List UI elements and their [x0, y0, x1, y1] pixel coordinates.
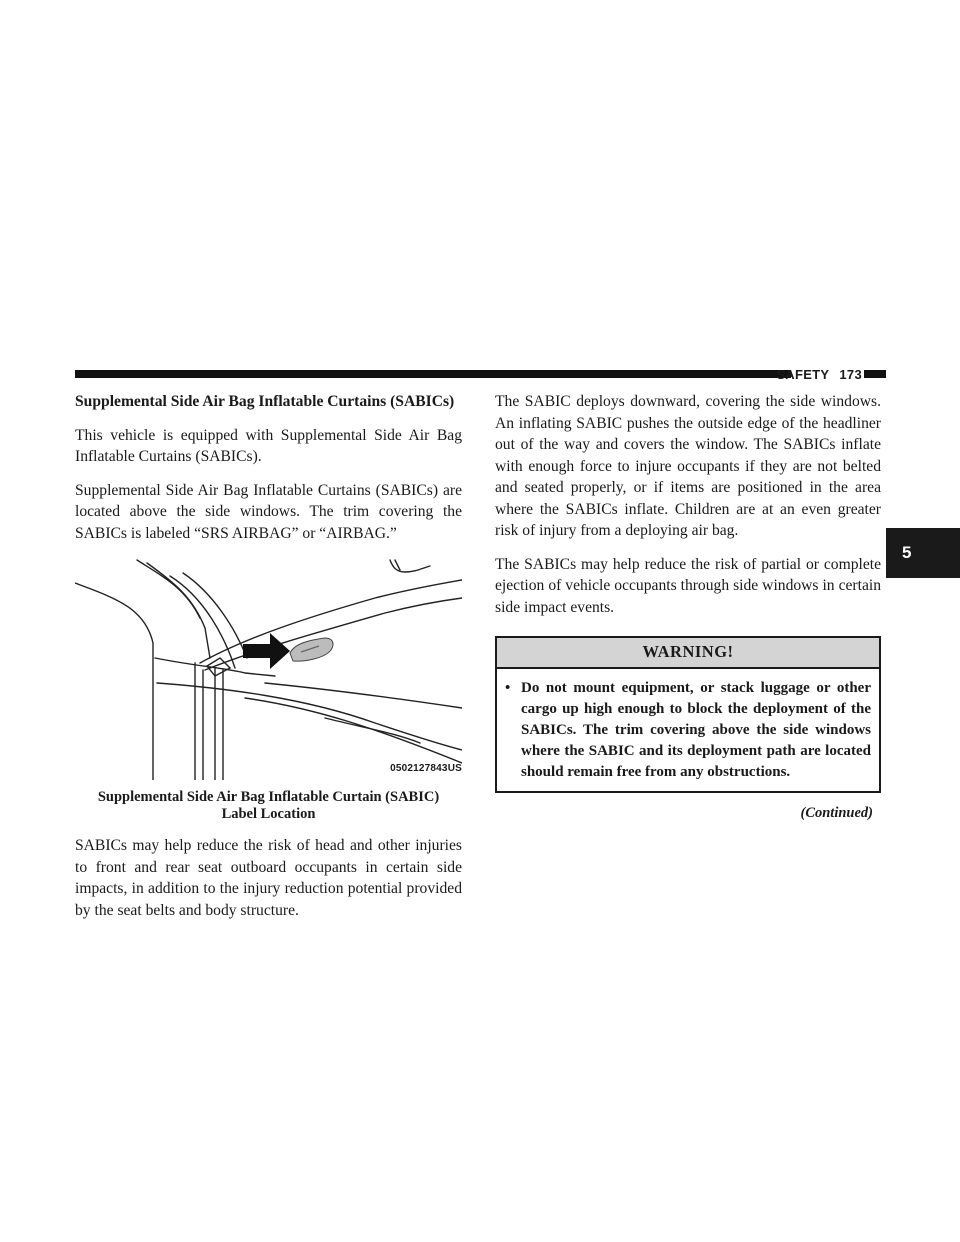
- chapter-tab: [886, 528, 960, 578]
- warning-item: [505, 678, 871, 783]
- page-number: 173: [839, 366, 862, 382]
- roof-edge-line: [137, 560, 200, 618]
- warning-box: [495, 636, 881, 793]
- figure-caption: [75, 789, 462, 823]
- injury-reduction-paragraph: SABICs may help reduce the risk of head and other injuries to front and rear seat outboard occupants in certain side impacts, in addition to the injury reduction potential provided by the seat belts and body structure.: [75, 837, 462, 919]
- location-paragraph: Supplemental Side Air Bag Inflatable Curtains (SABICs) are located above the side windows. The trim covering the SABICs is labeled “SRS AIRBAG” or “AIRBAG.”: [75, 481, 462, 542]
- section-title: SAFETY: [776, 366, 830, 382]
- section-heading: Supplemental Side Air Bag Inflatable Curtains (SABICs): [75, 393, 455, 410]
- warning-body: [497, 669, 879, 791]
- seat-outline: [75, 583, 153, 780]
- sabic-label-illustration: [75, 558, 462, 780]
- figure-code: 0502127843US: [390, 762, 462, 774]
- right-column: [495, 391, 881, 824]
- interior-line-drawing: [75, 558, 462, 780]
- warning-text: Do not mount equipment, or stack luggage or other cargo up high enough to block the deployment of the SABICs. The trim covering above the side windows where the SABIC and its deployment path are located should remain free from any obstructions.: [521, 679, 871, 780]
- left-column: [75, 391, 462, 933]
- warning-title: WARNING!: [497, 638, 879, 669]
- running-head: [776, 365, 862, 383]
- deployment-paragraph: The SABIC deploys downward, covering the side windows. An inflating SABIC pushes the outside edge of the headliner out of the way and covers the window. The SABICs inflate with enough force to injure occupants if they are not belted and seated properly, or if items are positioned in the area where the SABICs inflate. Children are at an even greater risk of injury from a deploying air bag.: [495, 393, 881, 539]
- continued-note: (Continued): [800, 804, 873, 821]
- bullet-icon: •: [505, 679, 511, 696]
- arrow-indicator: [243, 633, 290, 669]
- chapter-number: 5: [902, 543, 912, 562]
- ejection-paragraph: The SABICs may help reduce the risk of partial or complete ejection of vehicle occupants through side windows in certain side impact events.: [495, 555, 881, 616]
- caption-line: Supplemental Side Air Bag Inflatable Curtain (SABIC): [97, 789, 440, 805]
- intro-paragraph: This vehicle is equipped with Supplemental Side Air Bag Inflatable Curtains (SABICs).: [75, 426, 462, 465]
- header-rule: [75, 370, 791, 378]
- caption-line: Label Location: [221, 806, 316, 822]
- header-rule-end: [864, 370, 886, 378]
- airbag-label-patch: [290, 638, 333, 661]
